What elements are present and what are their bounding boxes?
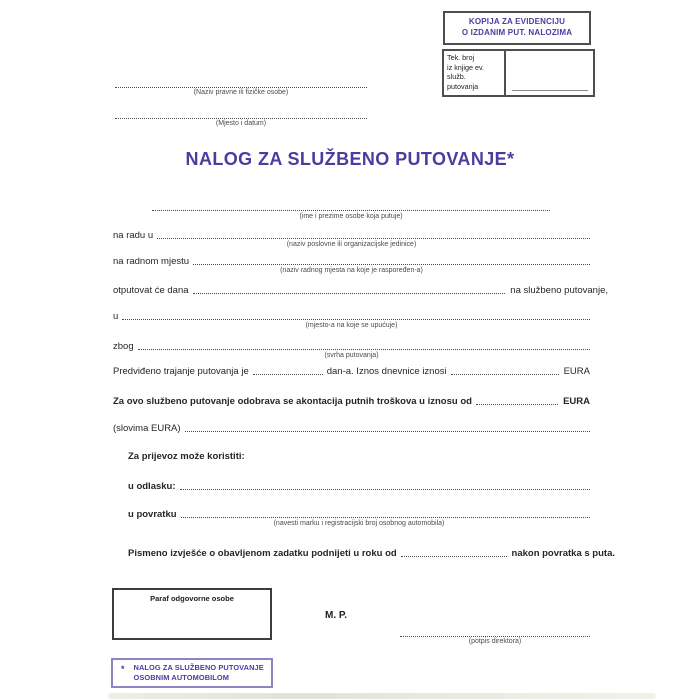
evidence-copy-box: [443, 11, 591, 45]
serial-number-box: [442, 49, 595, 97]
job-title-label: na radnom mjestu: [113, 256, 190, 267]
departure-date-row: [113, 285, 608, 296]
serial-label-line: služb.: [447, 72, 466, 81]
work-unit-row: [113, 230, 590, 248]
purpose-label: zbog: [113, 341, 134, 352]
footnote-line2: OSOBNIM AUTOMOBILOM: [133, 673, 230, 682]
amount-in-words-label: (slovima EURA): [113, 423, 181, 434]
footnote-text: [134, 663, 264, 683]
job-title-write-line: [193, 256, 590, 265]
transport-heading-row: [128, 451, 590, 462]
duration-write-line: [253, 366, 323, 375]
director-signature-caption: (potpis direktora): [468, 638, 522, 645]
director-signature-write-line: [400, 629, 590, 637]
report-deadline-row: [128, 548, 615, 559]
serial-number-label: [444, 51, 506, 95]
footnote-asterisk: *: [121, 664, 125, 674]
footnote-line1: NALOG ZA SLUŽBENO PUTOVANJE: [133, 663, 264, 673]
place-date-write-line: [115, 111, 367, 119]
page-title: NALOG ZA SLUŽBENO PUTOVANJE*: [185, 149, 515, 169]
report-deadline-suffix: nakon povratka s puta.: [511, 548, 615, 559]
destination-write-line: [122, 311, 590, 320]
advance-payment-currency: EURA: [563, 396, 590, 407]
transport-heading: Za prijevoz može koristiti:: [128, 451, 245, 462]
evidence-copy-line2: O IZDANIM PUT. NALOZIMA: [461, 28, 573, 37]
org-name-write-line: [115, 80, 367, 88]
advance-payment-label: Za ovo službeno putovanje odobrava se akontacija putnih troškova u iznosu od: [113, 396, 472, 407]
scan-edge-shadow: [108, 693, 656, 699]
duration-prefix: Predviđeno trajanje putovanja je: [113, 366, 249, 377]
place-date-caption: (Mjesto i datum): [215, 120, 267, 127]
departure-date-suffix: na službeno putovanje,: [510, 285, 608, 296]
departure-date-write-line: [193, 285, 506, 294]
director-signature-field: [400, 629, 590, 645]
transport-departure-label: u odlasku:: [128, 481, 176, 492]
serial-number-write-line: [512, 90, 588, 91]
perdiem-write-line: [451, 366, 559, 375]
report-deadline-label: Pismeno izvješće o obavljenom zadatku podnijeti u roku od: [128, 548, 397, 559]
footnote-box: [111, 658, 273, 688]
work-unit-label: na radu u: [113, 230, 154, 241]
departure-date-label: otputovat će dana: [113, 285, 189, 296]
transport-return-row: [128, 509, 590, 527]
transport-return-caption: (navesti marku i registracijski broj osobnog automobila): [273, 520, 445, 527]
perdiem-label: dan-a. Iznos dnevnice iznosi: [326, 366, 447, 377]
traveller-name-row: [152, 202, 550, 220]
purpose-row: [113, 341, 590, 359]
transport-return-write-line: [181, 509, 590, 518]
duration-perdiem-row: [113, 366, 590, 377]
destination-row: [113, 311, 590, 329]
serial-label-line: Tek. broj: [447, 53, 475, 62]
initials-box: [112, 588, 272, 640]
evidence-copy-line1: KOPIJA ZA EVIDENCIJU: [468, 17, 566, 27]
job-title-row: [113, 256, 590, 274]
serial-label-line: putovanja: [447, 81, 479, 91]
report-deadline-write-line: [401, 548, 507, 557]
place-date-field: [115, 111, 367, 127]
destination-label: u: [113, 311, 119, 322]
traveller-name-caption: (ime i prezime osobe koja putuje): [299, 213, 403, 220]
job-title-caption: (naziv radnog mjesta na koje je raspoređen-a): [280, 267, 423, 274]
transport-departure-row: [128, 481, 590, 492]
stamp-placeholder: M. P.: [325, 610, 348, 621]
org-name-field: [115, 80, 367, 96]
traveller-name-write-line: [152, 202, 550, 211]
transport-return-label: u povratku: [128, 509, 177, 520]
org-name-caption: (Naziv pravne ili fizičke osobe): [193, 89, 289, 96]
destination-caption: (mjesto-a na koje se upućuje): [305, 322, 398, 329]
advance-payment-row: [113, 396, 590, 407]
transport-departure-write-line: [180, 481, 590, 490]
purpose-caption: (svrha putovanja): [324, 352, 379, 359]
amount-in-words-write-line: [185, 423, 590, 432]
advance-payment-write-line: [476, 396, 558, 405]
initials-box-label: Paraf odgovorne osobe: [150, 594, 234, 603]
purpose-write-line: [138, 341, 590, 350]
perdiem-currency: EURA: [563, 366, 590, 377]
serial-number-field: [506, 51, 593, 95]
amount-in-words-row: [113, 423, 590, 434]
serial-label-line: iz knjige ev.: [447, 62, 485, 72]
work-unit-write-line: [157, 230, 590, 239]
work-unit-caption: (naziv poslovne ili organizacijske jedinice): [286, 241, 417, 248]
